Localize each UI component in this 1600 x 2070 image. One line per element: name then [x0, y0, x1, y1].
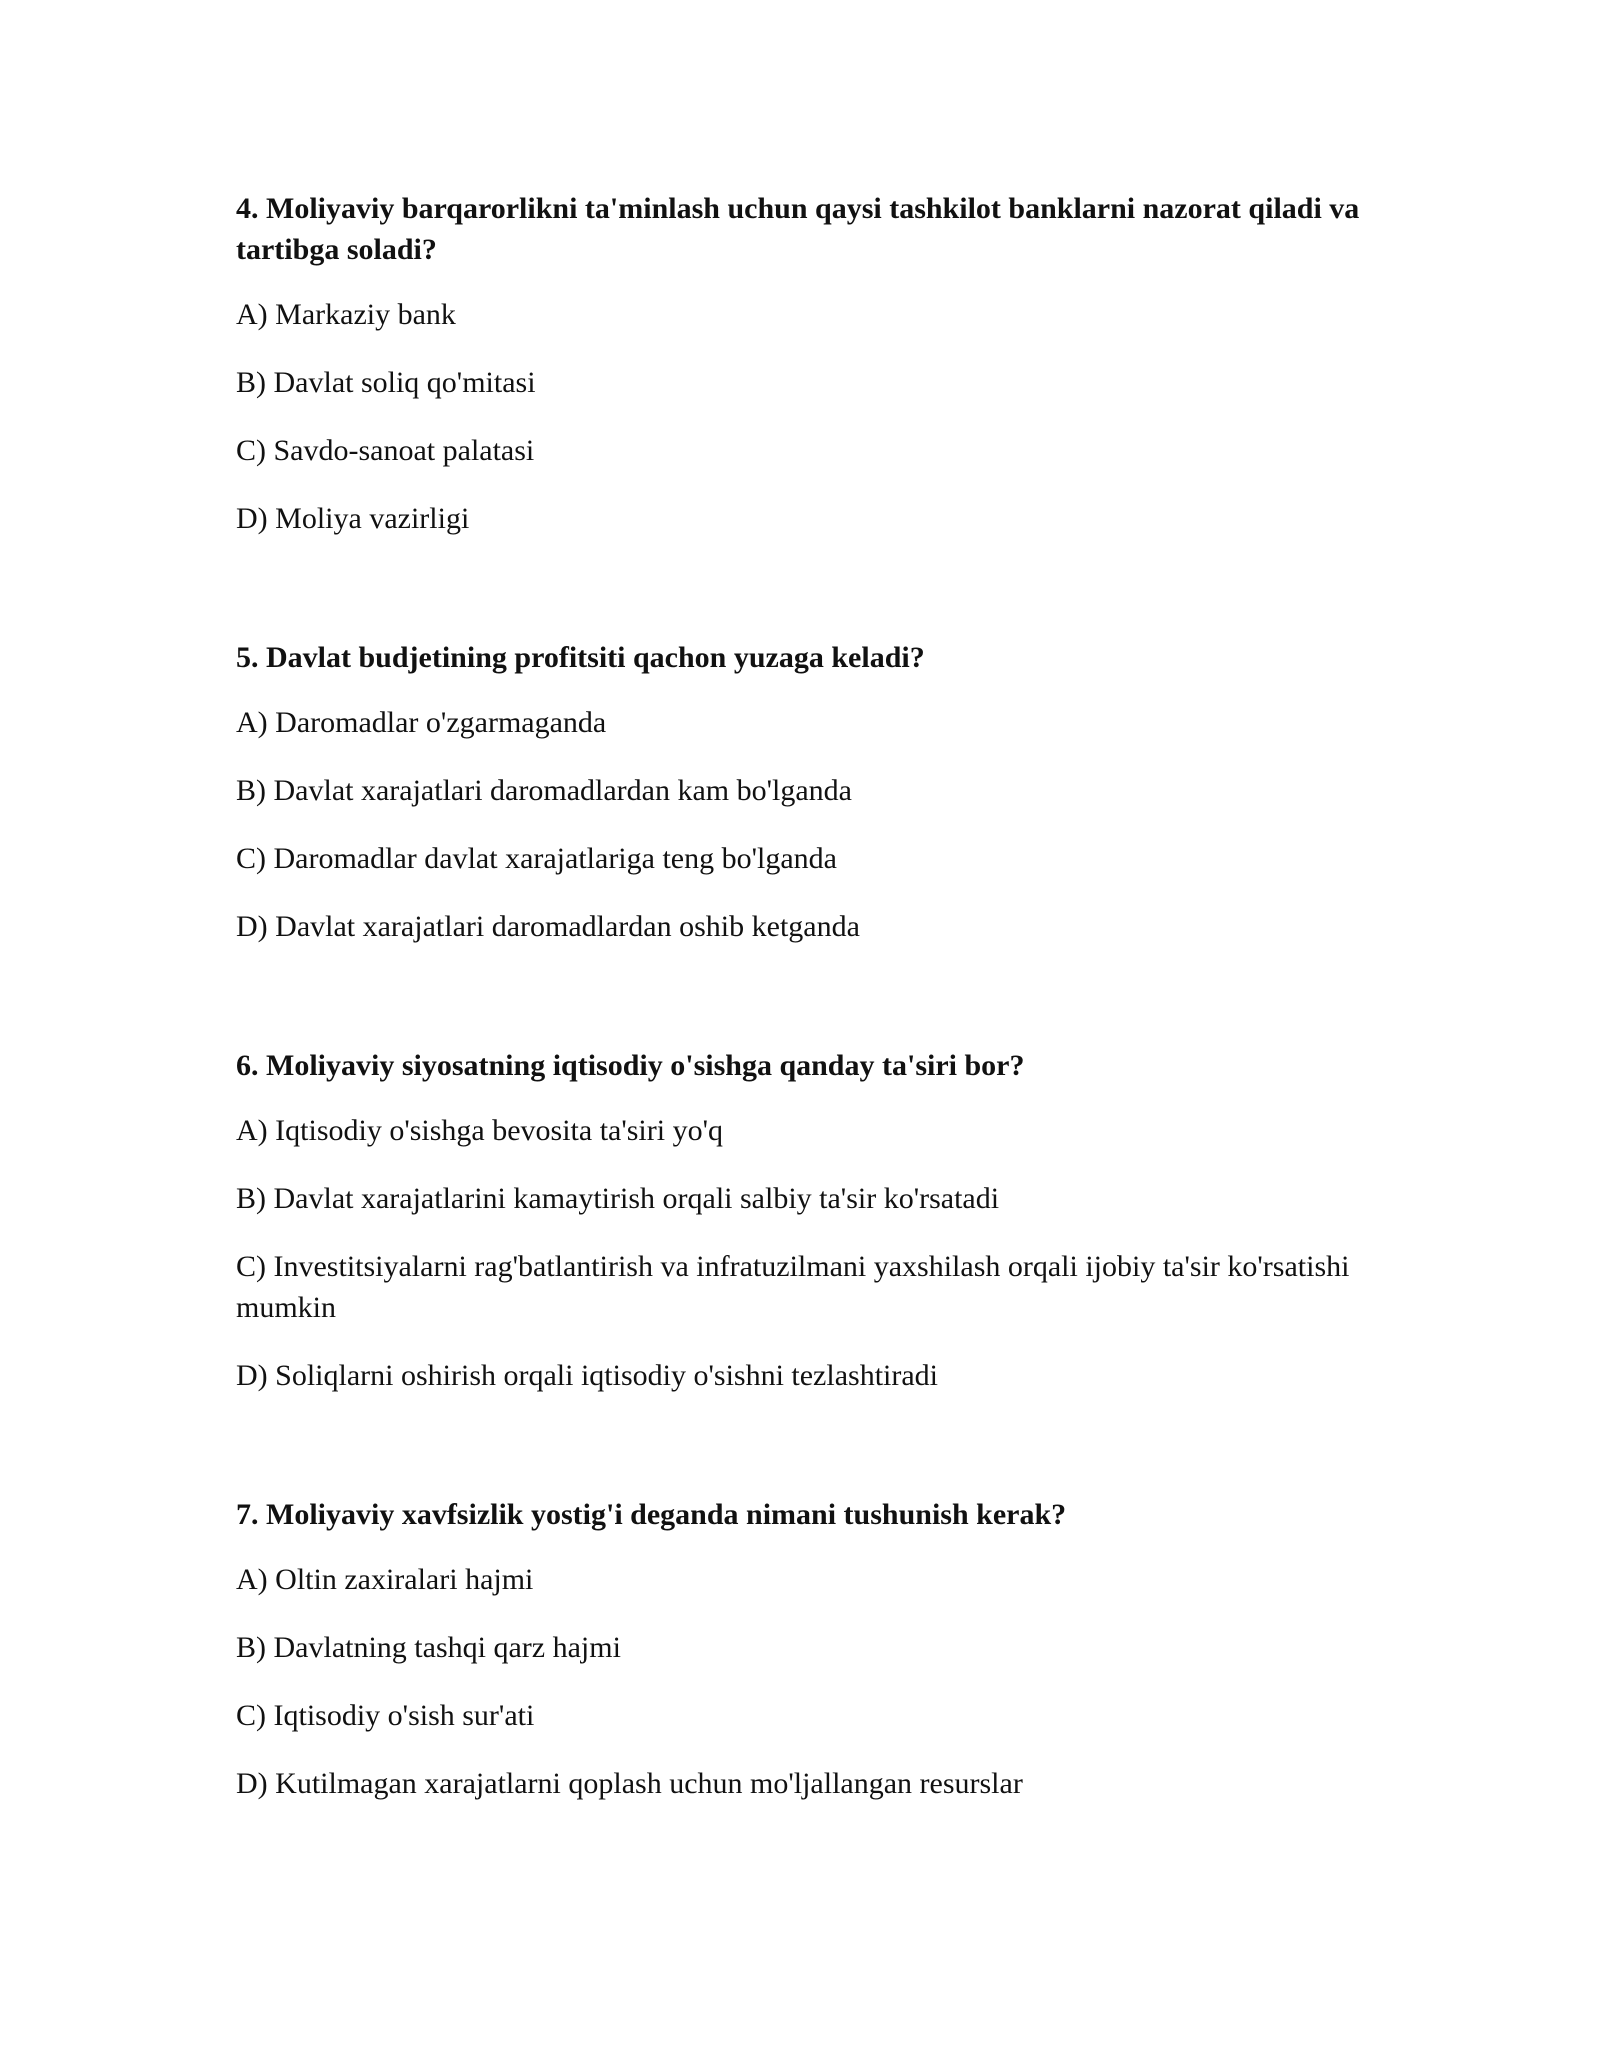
question-text: 7. Moliyaviy xavfsizlik yostig'i deganda nimani tushunish kerak? [236, 1498, 1067, 1531]
option-d: D) Kutilmagan xarajatlarni qoplash uchun mo'ljallangan resurslar [236, 1767, 1023, 1800]
option-b: B) Davlat xarajatlari daromadlardan kam bo'lganda [236, 774, 852, 807]
document-page [236, 188, 1366, 1804]
option-c: C) Daromadlar davlat xarajatlariga teng bo'lganda [236, 842, 837, 875]
option-b: B) Davlatning tashqi qarz hajmi [236, 1631, 621, 1664]
question-text: 6. Moliyaviy siyosatning iqtisodiy o'sishga qanday ta'siri bor? [236, 1049, 1025, 1082]
option-b: B) Davlat soliq qo'mitasi [236, 366, 536, 399]
option-a: A) Oltin zaxiralari hajmi [236, 1563, 534, 1596]
option-c: C) Iqtisodiy o'sish sur'ati [236, 1699, 535, 1732]
option-a: A) Daromadlar o'zgarmaganda [236, 706, 607, 739]
question-text: 4. Moliyaviy barqarorlikni ta'minlash uchun qaysi tashkilot banklarni nazorat qiladi va tartibga soladi? [236, 192, 1360, 266]
question-4 [236, 188, 1366, 539]
option-d: D) Moliya vazirligi [236, 502, 470, 535]
option-c: C) Savdo-sanoat palatasi [236, 434, 535, 467]
option-a: A) Iqtisodiy o'sishga bevosita ta'siri yo'q [236, 1114, 724, 1147]
question-text: 5. Davlat budjetining profitsiti qachon yuzaga keladi? [236, 641, 925, 674]
option-c: C) Investitsiyalarni rag'batlantirish va infratuzilmani yaxshilash orqali ijobiy ta'sir ko'rsatishi mumkin [236, 1250, 1350, 1324]
option-d: D) Soliqlarni oshirish orqali iqtisodiy o'sishni tezlashtiradi [236, 1359, 939, 1392]
option-a: A) Markaziy bank [236, 298, 456, 331]
option-d: D) Davlat xarajatlari daromadlardan oshib ketganda [236, 910, 860, 943]
question-5 [236, 637, 1366, 947]
question-7 [236, 1494, 1366, 1804]
option-b: B) Davlat xarajatlarini kamaytirish orqali salbiy ta'sir ko'rsatadi [236, 1182, 1000, 1215]
question-6 [236, 1045, 1366, 1396]
